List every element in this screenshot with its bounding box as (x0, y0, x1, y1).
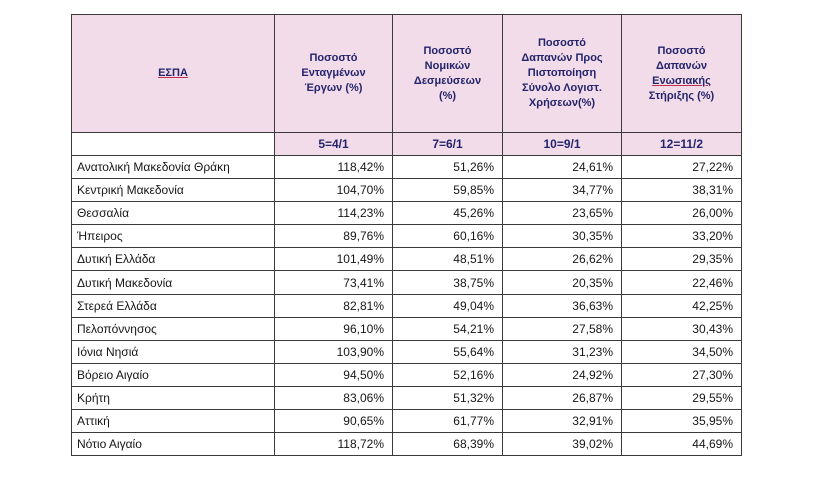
percentage-cell: 51,32% (393, 386, 503, 409)
header-region-label: ΕΣΠΑ (158, 67, 188, 79)
header-col4-line: Στήριξης (%) (648, 89, 715, 102)
percentage-cell: 83,06% (275, 386, 393, 409)
header-col2-line: (%) (438, 89, 457, 102)
percentage-cell: 34,50% (622, 340, 742, 363)
table-row (72, 340, 742, 363)
percentage-cell: 32,91% (503, 410, 622, 433)
table-row (72, 294, 742, 317)
percentage-cell: 31,23% (503, 340, 622, 363)
percentage-cell: 54,21% (393, 317, 503, 340)
percentage-cell: 51,26% (393, 156, 503, 179)
header-col4-line: Ποσοστό (657, 44, 706, 57)
region-name-cell: Δυτική Μακεδονία (72, 271, 275, 294)
header-col1-line: Ενταγμένων (301, 67, 366, 79)
region-name-cell: Νότιο Αιγαίο (72, 433, 275, 456)
table-body (72, 156, 742, 456)
percentage-cell: 23,65% (503, 202, 622, 225)
region-name-cell: Αττική (72, 410, 275, 433)
table-row (72, 410, 742, 433)
percentage-cell: 30,43% (622, 317, 742, 340)
formula-cell: 12=11/2 (622, 133, 742, 156)
percentage-cell: 27,58% (503, 317, 622, 340)
header-col4-line: Ενωσιακής (652, 74, 711, 87)
table-row (72, 202, 742, 225)
percentage-cell: 27,30% (622, 363, 742, 386)
header-col2-line: Νομικών (424, 59, 471, 72)
percentage-cell: 34,77% (503, 179, 622, 202)
percentage-cell: 26,00% (622, 202, 742, 225)
table-row (72, 433, 742, 456)
table-row (72, 179, 742, 202)
region-name-cell: Στερεά Ελλάδα (72, 294, 275, 317)
percentage-cell: 30,35% (503, 225, 622, 248)
percentage-cell: 29,55% (622, 386, 742, 409)
table-row (72, 363, 742, 386)
header-row (72, 15, 742, 133)
region-name-cell: Θεσσαλία (72, 202, 275, 225)
percentage-cell: 48,51% (393, 248, 503, 271)
region-name-cell: Ανατολική Μακεδονία Θράκη (72, 156, 275, 179)
percentage-cell: 38,75% (393, 271, 503, 294)
percentage-cell: 36,63% (503, 294, 622, 317)
percentage-cell: 114,23% (275, 202, 393, 225)
header-col3-line: Σύνολο Λογιστ. (522, 82, 602, 94)
region-name-cell: Ήπειρος (72, 225, 275, 248)
header-col3-line: Δαπανών Προς (521, 52, 603, 64)
region-name-cell: Κρήτη (72, 386, 275, 409)
table-row (72, 386, 742, 409)
percentage-cell: 20,35% (503, 271, 622, 294)
percentage-cell: 104,70% (275, 179, 393, 202)
header-col3-line: Πιστοποίηση (527, 67, 597, 79)
table-row (72, 271, 742, 294)
percentage-cell: 42,25% (622, 294, 742, 317)
formula-blank-cell (72, 133, 275, 156)
percentage-cell: 59,85% (393, 179, 503, 202)
header-col1 (275, 15, 393, 133)
percentage-cell: 33,20% (622, 225, 742, 248)
percentage-cell: 29,35% (622, 248, 742, 271)
percentage-cell: 89,76% (275, 225, 393, 248)
percentage-cell: 82,81% (275, 294, 393, 317)
percentage-cell: 44,69% (622, 433, 742, 456)
region-name-cell: Ιόνια Νησιά (72, 340, 275, 363)
region-name-cell: Πελοπόννησος (72, 317, 275, 340)
percentage-cell: 94,50% (275, 363, 393, 386)
percentage-cell: 68,39% (393, 433, 503, 456)
formula-cell: 5=4/1 (275, 133, 393, 156)
espa-table (71, 14, 742, 456)
percentage-cell: 35,95% (622, 410, 742, 433)
percentage-cell: 90,65% (275, 410, 393, 433)
percentage-cell: 27,22% (622, 156, 742, 179)
header-col1-line: Έργων (%) (304, 82, 363, 94)
table-row (72, 156, 742, 179)
percentage-cell: 118,42% (275, 156, 393, 179)
header-col2-line: Δεσμεύσεων (413, 74, 482, 87)
header-col2-line: Ποσοστό (423, 44, 472, 57)
percentage-cell: 96,10% (275, 317, 393, 340)
percentage-cell: 24,92% (503, 363, 622, 386)
header-region (72, 15, 275, 133)
header-col3 (503, 15, 622, 133)
formula-cell: 7=6/1 (393, 133, 503, 156)
percentage-cell: 22,46% (622, 271, 742, 294)
header-col4 (622, 15, 742, 133)
percentage-cell: 61,77% (393, 410, 503, 433)
header-col2 (393, 15, 503, 133)
region-name-cell: Κεντρική Μακεδονία (72, 179, 275, 202)
table-row (72, 317, 742, 340)
table-row (72, 225, 742, 248)
header-col3-line: Χρήσεων(%) (528, 97, 596, 109)
percentage-cell: 26,62% (503, 248, 622, 271)
region-name-cell: Δυτική Ελλάδα (72, 248, 275, 271)
percentage-cell: 103,90% (275, 340, 393, 363)
percentage-cell: 55,64% (393, 340, 503, 363)
table-row (72, 248, 742, 271)
formula-cell: 10=9/1 (503, 133, 622, 156)
header-col3-line: Ποσοστό (537, 37, 587, 49)
percentage-cell: 45,26% (393, 202, 503, 225)
percentage-cell: 101,49% (275, 248, 393, 271)
percentage-cell: 118,72% (275, 433, 393, 456)
percentage-cell: 60,16% (393, 225, 503, 248)
percentage-cell: 52,16% (393, 363, 503, 386)
percentage-cell: 26,87% (503, 386, 622, 409)
region-name-cell: Βόρειο Αιγαίο (72, 363, 275, 386)
espa-table-container (71, 14, 742, 456)
percentage-cell: 24,61% (503, 156, 622, 179)
formula-row (72, 133, 742, 156)
percentage-cell: 73,41% (275, 271, 393, 294)
percentage-cell: 39,02% (503, 433, 622, 456)
percentage-cell: 49,04% (393, 294, 503, 317)
header-col4-line: Δαπανών (655, 59, 708, 72)
percentage-cell: 38,31% (622, 179, 742, 202)
header-col1-line: Ποσοστό (309, 52, 358, 64)
